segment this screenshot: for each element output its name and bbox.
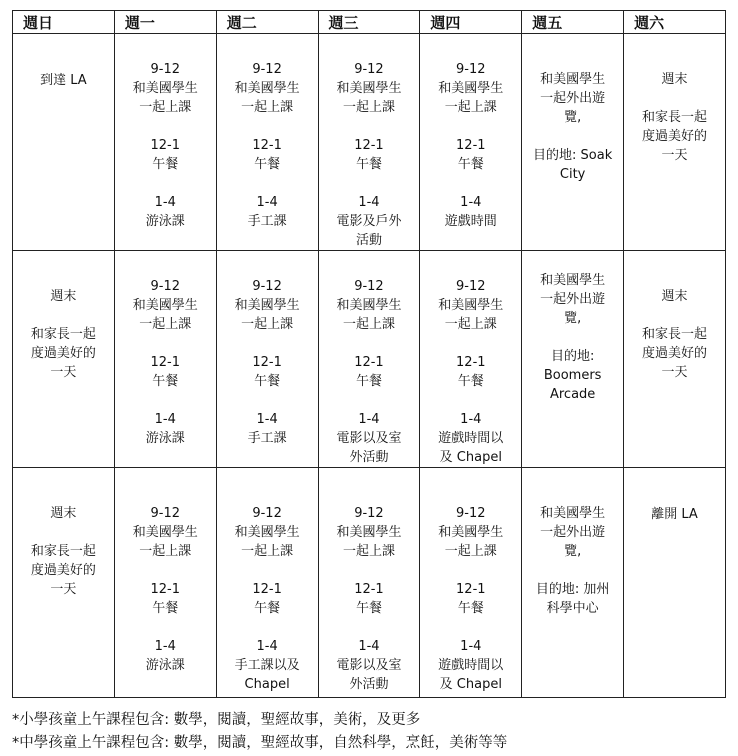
sunday-text: 到達 LA [40,73,87,88]
saturday-cell [624,251,726,468]
friday-cell [522,468,624,698]
afternoon-activity: 手工課 [247,431,287,446]
afternoon-time: 1-4 [358,639,380,654]
lunch-time: 12-1 [150,138,181,153]
morning-activity: 和美國學生 一起上課 [132,525,198,559]
morning-activity: 和美國學生 一起上課 [234,81,300,115]
afternoon-activity: 手工課 [247,214,287,229]
lunch-time: 12-1 [252,355,282,370]
afternoon-time: 1-4 [154,195,176,210]
weekday-cell [420,468,522,698]
lunch-activity: 午餐 [152,157,179,172]
saturday-cell [624,34,726,251]
weekday-cell [114,251,216,468]
lunch-time: 12-1 [456,582,486,597]
lunch-activity: 午餐 [152,374,179,389]
header-wednesday: 週三 [318,11,420,34]
friday-destination: 目的地: Soak City [533,148,613,182]
header-monday: 週一 [114,11,216,34]
saturday-text: 週末 和家長一起 度過美好的 一天 [642,289,708,380]
morning-activity: 和美國學生 一起上課 [438,525,504,559]
morning-activity: 和美國學生 一起上課 [234,525,300,559]
afternoon-time: 1-4 [460,195,482,210]
morning-time: 9-12 [354,279,384,294]
morning-time: 9-12 [150,279,181,294]
friday-trip: 和美國學生 一起外出遊 覽, [540,72,606,125]
afternoon-activity: 電影及戶外 活動 [336,214,402,248]
header-saturday: 週六 [624,11,726,34]
afternoon-time: 1-4 [358,195,380,210]
afternoon-time: 1-4 [256,639,278,654]
weekday-cell [318,34,420,251]
afternoon-time: 1-4 [358,412,380,427]
afternoon-activity: 遊戲時間以 及 Chapel [438,658,504,692]
lunch-time: 12-1 [456,355,486,370]
weekday-cell [114,468,216,698]
footnote-middle-school: *中學孩童上午課程包含: 數學，閱讀，聖經故事，自然科學，烹飪，美術等等 [12,735,508,751]
morning-time: 9-12 [456,62,486,77]
weekday-cell [114,34,216,251]
sunday-cell [13,468,115,698]
morning-activity: 和美國學生 一起上課 [336,525,402,559]
saturday-text: 週末 和家長一起 度過美好的 一天 [642,72,708,163]
weekday-cell [216,251,318,468]
weekday-cell [318,468,420,698]
weekday-cell [318,251,420,468]
week-row-2 [13,251,726,468]
morning-activity: 和美國學生 一起上課 [132,298,198,332]
morning-time: 9-12 [252,62,282,77]
lunch-activity: 午餐 [152,601,179,616]
sunday-text: 週末 和家長一起 度過美好的 一天 [30,506,96,597]
morning-time: 9-12 [456,279,486,294]
afternoon-activity: 游泳課 [145,214,185,229]
afternoon-activity: 游泳課 [145,431,185,446]
lunch-activity: 午餐 [457,157,484,172]
week-row-3 [13,468,726,698]
afternoon-activity: 電影以及室 外活動 [336,431,402,465]
afternoon-time: 1-4 [256,195,278,210]
header-row [13,11,726,34]
lunch-activity: 午餐 [254,601,281,616]
afternoon-activity: 游泳課 [145,658,185,673]
morning-activity: 和美國學生 一起上課 [234,298,300,332]
header-thursday: 週四 [420,11,522,34]
afternoon-activity: 遊戲時間 [444,214,497,229]
afternoon-time: 1-4 [256,412,278,427]
friday-trip: 和美國學生 一起外出遊 覽, [540,506,606,559]
lunch-time: 12-1 [456,138,486,153]
weekday-cell [420,251,522,468]
sunday-text: 週末 和家長一起 度過美好的 一天 [30,289,96,380]
friday-trip: 和美國學生 一起外出遊 覽, [540,273,606,326]
morning-time: 9-12 [354,62,384,77]
lunch-time: 12-1 [354,355,384,370]
footnote-elementary: *小學孩童上午課程包含: 數學，閱讀，聖經故事，美術，及更多 [12,712,421,728]
friday-cell [522,251,624,468]
morning-activity: 和美國學生 一起上課 [132,81,198,115]
morning-time: 9-12 [150,62,181,77]
morning-activity: 和美國學生 一起上課 [438,81,504,115]
week-row-1 [13,34,726,251]
afternoon-activity: 電影以及室 外活動 [336,658,402,692]
morning-time: 9-12 [252,506,282,521]
morning-time: 9-12 [150,506,181,521]
afternoon-time: 1-4 [154,639,176,654]
lunch-time: 12-1 [150,355,181,370]
lunch-activity: 午餐 [457,374,484,389]
morning-time: 9-12 [456,506,486,521]
lunch-time: 12-1 [354,582,384,597]
weekday-cell [216,468,318,698]
lunch-activity: 午餐 [355,601,382,616]
lunch-activity: 午餐 [355,157,382,172]
header-friday: 週五 [522,11,624,34]
morning-activity: 和美國學生 一起上課 [336,81,402,115]
saturday-cell [624,468,726,698]
saturday-text: 離開 LA [651,507,698,522]
morning-time: 9-12 [354,506,384,521]
afternoon-time: 1-4 [460,639,482,654]
afternoon-activity: 手工課以及 Chapel [234,658,300,692]
sunday-cell [13,251,115,468]
afternoon-time: 1-4 [154,412,176,427]
lunch-time: 12-1 [150,582,181,597]
morning-time: 9-12 [252,279,282,294]
lunch-activity: 午餐 [457,601,484,616]
header-sunday: 週日 [13,11,115,34]
lunch-time: 12-1 [354,138,384,153]
afternoon-time: 1-4 [460,412,482,427]
lunch-activity: 午餐 [254,374,281,389]
afternoon-activity: 遊戲時間以 及 Chapel [438,431,504,465]
weekday-cell [216,34,318,251]
friday-cell [522,34,624,251]
sunday-cell [13,34,115,251]
lunch-time: 12-1 [252,582,282,597]
weekday-cell [420,34,522,251]
friday-destination: 目的地: Boomers Arcade [543,349,602,402]
friday-destination: 目的地: 加州 科學中心 [535,582,610,616]
lunch-activity: 午餐 [355,374,382,389]
lunch-time: 12-1 [252,138,282,153]
header-tuesday: 週二 [216,11,318,34]
morning-activity: 和美國學生 一起上課 [438,298,504,332]
lunch-activity: 午餐 [254,157,281,172]
morning-activity: 和美國學生 一起上課 [336,298,402,332]
schedule-table [12,10,726,698]
